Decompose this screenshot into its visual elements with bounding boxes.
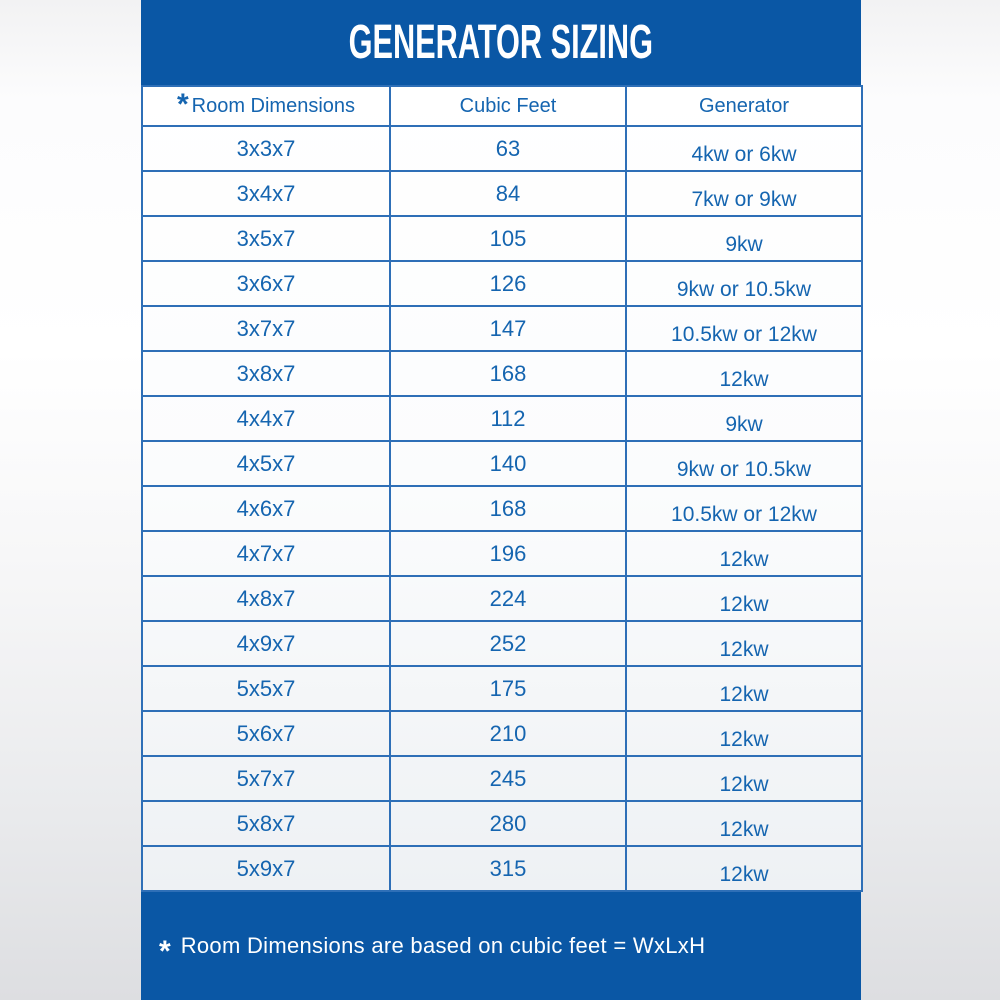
generator-cell: 12kw [626, 351, 862, 396]
table-row [142, 216, 862, 261]
room-dimensions-cell: 4x4x7 [142, 396, 390, 441]
generator-cell: 12kw [626, 756, 862, 801]
generator-cell: 12kw [626, 621, 862, 666]
cubic-feet-cell: 175 [390, 666, 626, 711]
room-dimensions-cell: 4x8x7 [142, 576, 390, 621]
generator-cell: 12kw [626, 576, 862, 621]
generator-cell: 12kw [626, 846, 862, 891]
generator-cell: 12kw [626, 531, 862, 576]
room-dimensions-cell: 5x5x7 [142, 666, 390, 711]
table-row [142, 396, 862, 441]
room-dimensions-cell: 4x7x7 [142, 531, 390, 576]
cubic-feet-cell: 280 [390, 801, 626, 846]
generator-cell: 9kw or 10.5kw [626, 441, 862, 486]
table-row [142, 441, 862, 486]
generator-cell: 9kw or 10.5kw [626, 261, 862, 306]
generator-cell: 10.5kw or 12kw [626, 486, 862, 531]
generator-cell: 12kw [626, 801, 862, 846]
page-title: GENERATOR SIZING [348, 16, 654, 69]
room-dimensions-cell: 3x3x7 [142, 126, 390, 171]
cubic-feet-cell: 112 [390, 396, 626, 441]
generator-cell: 10.5kw or 12kw [626, 306, 862, 351]
room-dimensions-cell: 5x7x7 [142, 756, 390, 801]
table-row [142, 171, 862, 216]
room-dimensions-cell: 3x8x7 [142, 351, 390, 396]
cubic-feet-cell: 168 [390, 351, 626, 396]
cubic-feet-cell: 315 [390, 846, 626, 891]
table-row [142, 126, 862, 171]
room-dimensions-cell: 3x4x7 [142, 171, 390, 216]
room-dimensions-cell: 3x6x7 [142, 261, 390, 306]
generator-sizing-table [141, 85, 863, 892]
column-header-generator: Generator [626, 86, 862, 126]
room-dimensions-cell: 5x9x7 [142, 846, 390, 891]
column-header-cubic-feet: Cubic Feet [390, 86, 626, 126]
column-header-room-dimensions-label: Room Dimensions [191, 94, 356, 117]
table-row [142, 576, 862, 621]
room-dimensions-cell: 4x6x7 [142, 486, 390, 531]
table-row [142, 801, 862, 846]
cubic-feet-cell: 140 [390, 441, 626, 486]
cubic-feet-cell: 196 [390, 531, 626, 576]
cubic-feet-cell: 168 [390, 486, 626, 531]
table-row [142, 486, 862, 531]
table-row [142, 531, 862, 576]
room-dimensions-cell: 5x8x7 [142, 801, 390, 846]
room-dimensions-cell: 4x5x7 [142, 441, 390, 486]
table-row [142, 261, 862, 306]
table-body [142, 126, 862, 891]
column-header-room-dimensions [142, 86, 390, 126]
generator-cell: 4kw or 6kw [626, 126, 862, 171]
cubic-feet-cell: 252 [390, 621, 626, 666]
cubic-feet-cell: 245 [390, 756, 626, 801]
table-row [142, 846, 862, 891]
generator-cell: 12kw [626, 711, 862, 756]
generator-cell: 12kw [626, 666, 862, 711]
generator-cell: 7kw or 9kw [626, 171, 862, 216]
table-header-row [142, 86, 862, 126]
table-row [142, 756, 862, 801]
cubic-feet-cell: 126 [390, 261, 626, 306]
cubic-feet-cell: 210 [390, 711, 626, 756]
room-dimensions-cell: 3x5x7 [142, 216, 390, 261]
table-row [142, 351, 862, 396]
room-dimensions-cell: 4x9x7 [142, 621, 390, 666]
footnote-band: * Room Dimensions are based on cubic feet = WxLxH [159, 933, 706, 968]
cubic-feet-cell: 147 [390, 306, 626, 351]
generator-cell: 9kw [626, 396, 862, 441]
cubic-feet-cell: 84 [390, 171, 626, 216]
cubic-feet-cell: 105 [390, 216, 626, 261]
title-band [141, 0, 861, 85]
table-row [142, 621, 862, 666]
asterisk-mark: * [176, 87, 189, 121]
generator-sizing-panel [141, 0, 861, 1000]
table-row [142, 666, 862, 711]
table-row [142, 711, 862, 756]
cubic-feet-cell: 224 [390, 576, 626, 621]
cubic-feet-cell: 63 [390, 126, 626, 171]
table-row [142, 306, 862, 351]
room-dimensions-cell: 5x6x7 [142, 711, 390, 756]
room-dimensions-cell: 3x7x7 [142, 306, 390, 351]
generator-cell: 9kw [626, 216, 862, 261]
footnote-text: Room Dimensions are based on cubic feet = WxLxH [180, 933, 706, 958]
